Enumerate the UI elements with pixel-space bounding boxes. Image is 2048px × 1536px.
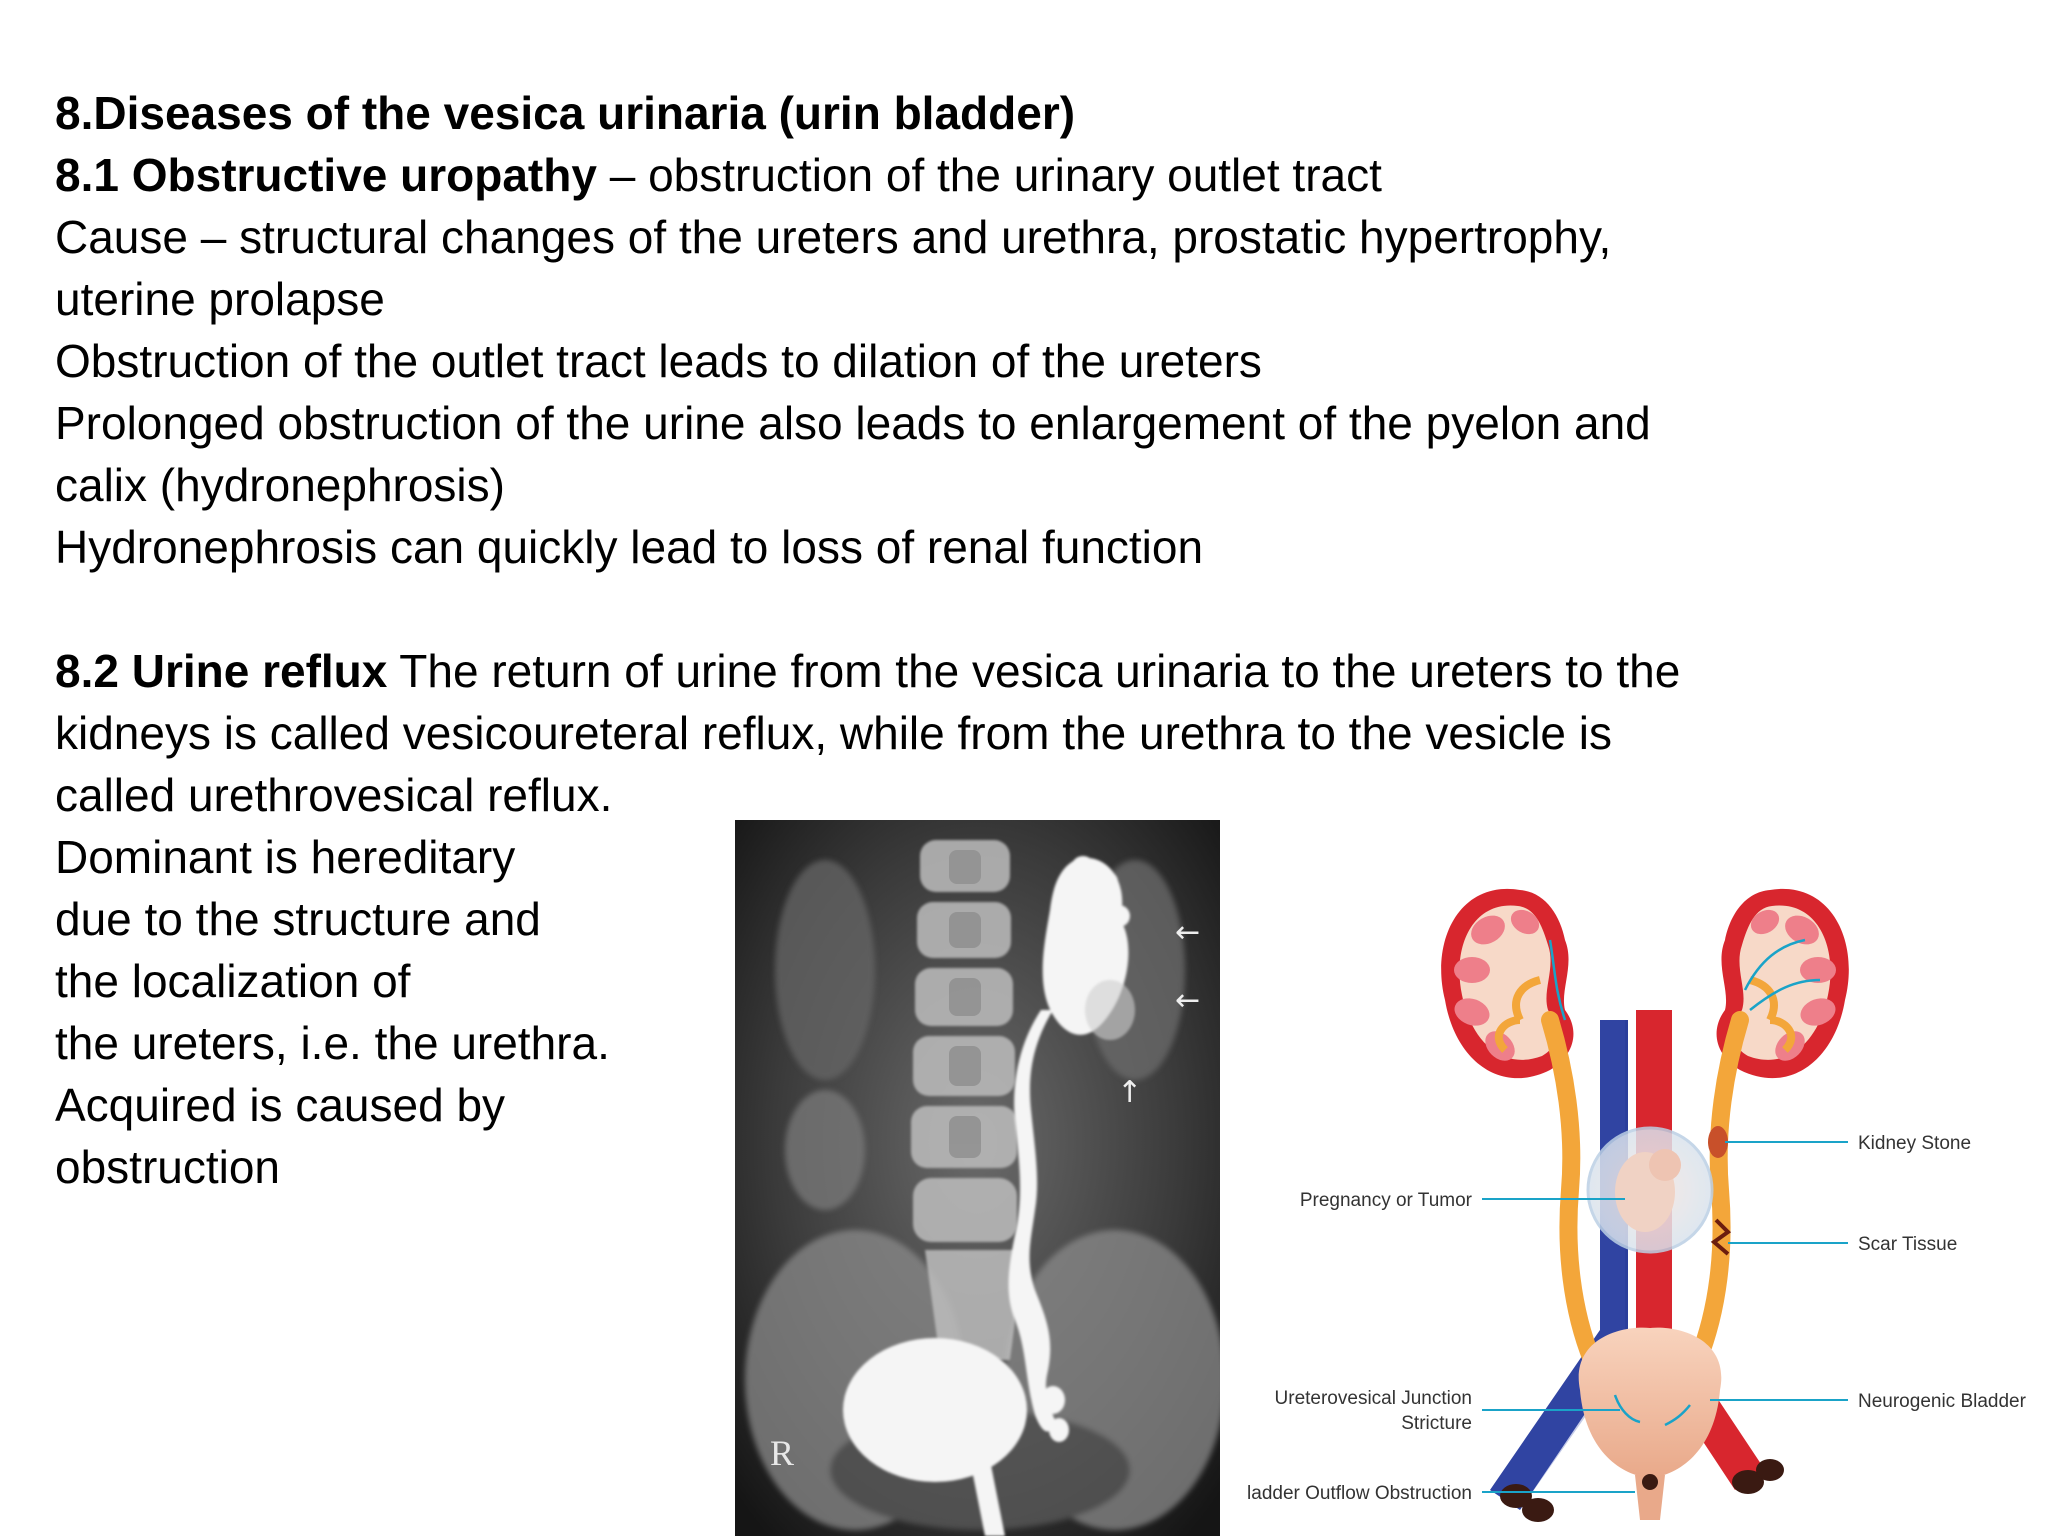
urinary-obstruction-diagram [1220,870,2048,1536]
section-8-1-title: 8.1 Obstructive uropathy [55,149,597,201]
section-8-2-line: called urethrovesical reflux. [55,769,613,821]
pregnancy-womb [1588,1128,1712,1252]
label-pregnancy-tumor: Pregnancy or Tumor [1299,1190,1472,1211]
section-8-1-line: Cause – structural changes of the ureters and urethra, prostatic hypertrophy, [55,211,1612,263]
section-8-1-line: Obstruction of the outlet tract leads to dilation of the ureters [55,335,1262,387]
section-8-2-line: Dominant is hereditary [55,831,516,883]
xray-arrow: ← [1175,983,1201,1018]
label-scar-tissue: Scar Tissue [1858,1234,1958,1255]
label-bladder-outflow: ladder Outflow Obstruction [1247,1483,1472,1504]
section-8-2-title-line [55,640,1680,702]
page-title: 8.Diseases of the vesica urinaria (urin bladder) [55,87,1076,139]
section-8-1-line: Hydronephrosis can quickly lead to loss of renal function [55,521,1204,573]
section-8-1-line: uterine prolapse [55,273,385,325]
section-8-1-title-rest: – obstruction of the urinary outlet tract [596,149,1382,201]
label-kidney-stone: Kidney Stone [1858,1133,1972,1154]
label-neurogenic-bladder: Neurogenic Bladder [1858,1391,2026,1412]
xray-arrow: ← [1175,915,1201,950]
section-8-2-title: 8.2 Urine reflux [55,645,388,697]
section-8-1-line: calix (hydronephrosis) [55,459,505,511]
section-8-1-line: Prolonged obstruction of the urine also leads to enlargement of the pyelon and [55,397,1651,449]
section-8-1-title-line [55,144,1382,206]
label-uvj-line2: Stricture [1401,1413,1472,1434]
section-8-2-title-rest: The return of urine from the vesica urinaria to the ureters to the [387,645,1681,697]
section-8-2-line: Acquired is caused by [55,1079,506,1131]
xray-arrow: ↑ [1117,1075,1143,1110]
section-8-2-line: the localization of [55,955,411,1007]
section-8-2-line: the ureters, i.e. the urethra. [55,1017,610,1069]
xray-image [735,820,1220,1536]
section-8-2-line: kidneys is called vesicoureteral reflux, while from the urethra to the vesicle is [55,707,1613,759]
label-uvj-line1: Ureterovesical Junction [1274,1388,1472,1409]
section-8-2-line: obstruction [55,1141,281,1193]
section-8-2-line: due to the structure and [55,893,541,945]
xray-marker: R [770,1433,795,1473]
